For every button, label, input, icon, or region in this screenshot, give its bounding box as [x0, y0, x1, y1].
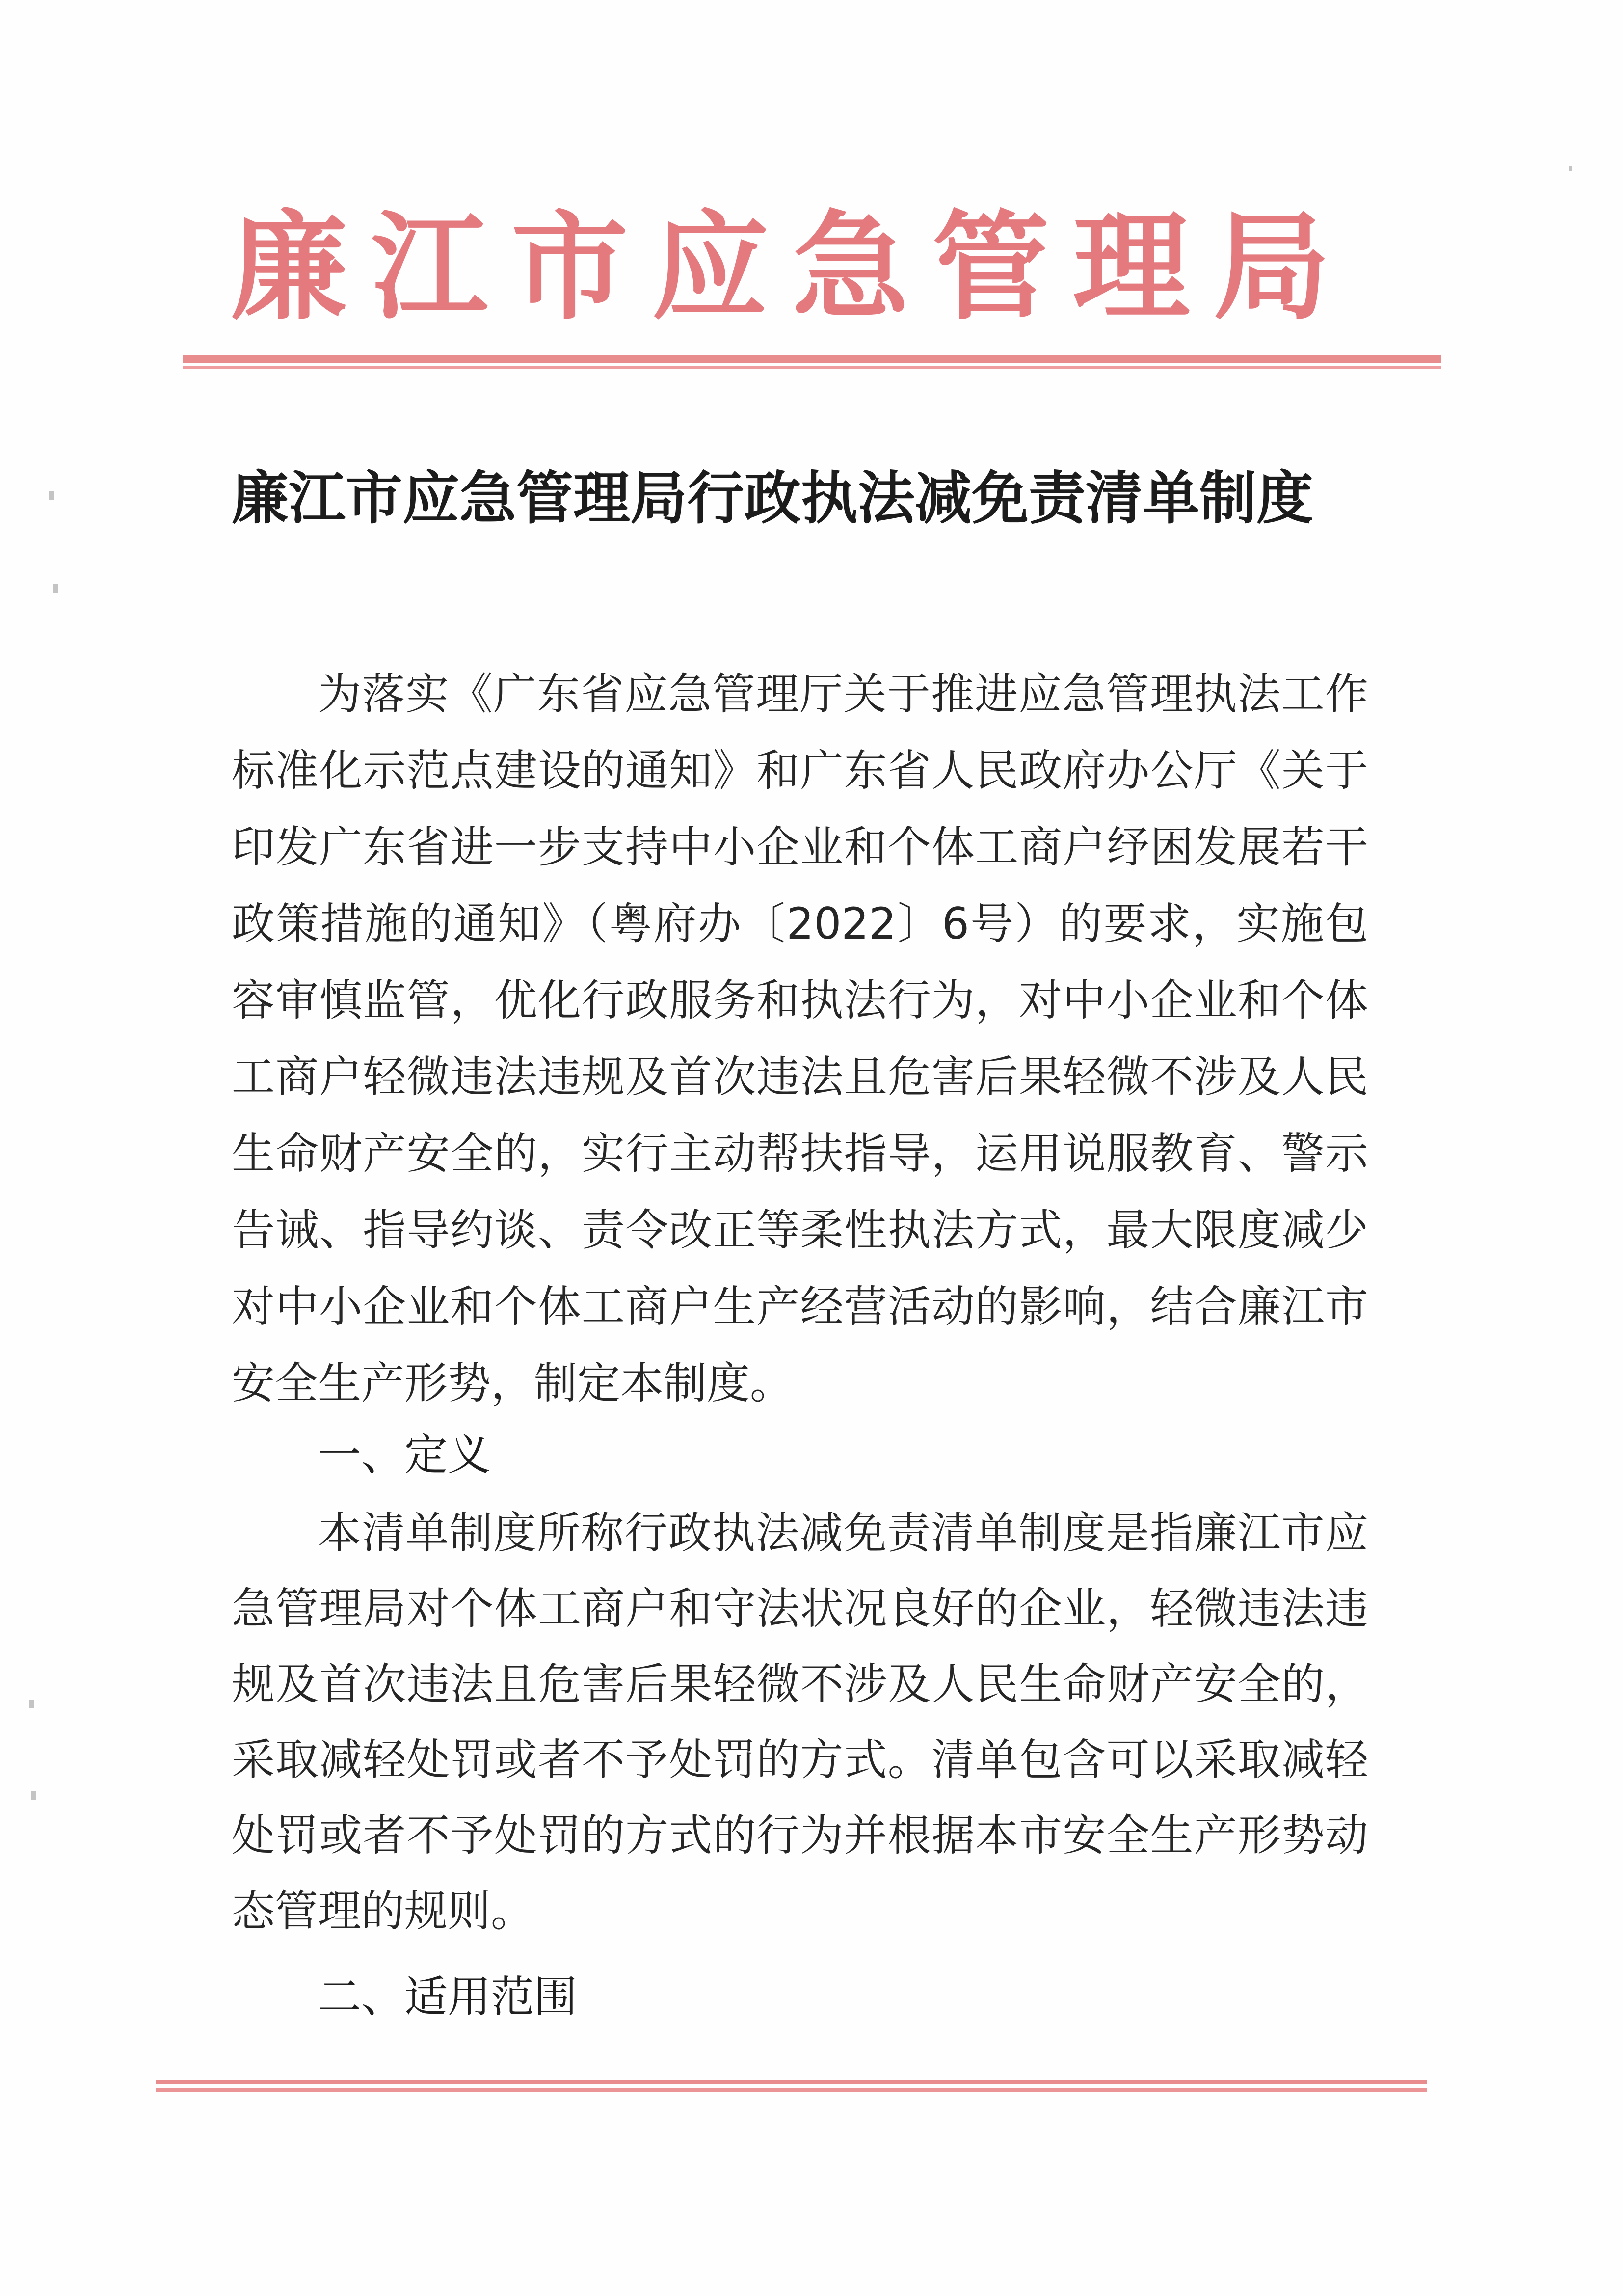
document-title: 廉江市应急管理局行政执法减免责清单制度 — [232, 465, 1313, 532]
masthead-char: 廉 — [231, 199, 347, 336]
masthead-char: 理 — [1073, 199, 1190, 336]
scan-mark — [1569, 166, 1572, 171]
footer-divider-lower — [156, 2088, 1427, 2092]
scan-mark — [29, 1700, 34, 1708]
section-heading-definition: 一、定义 — [318, 1430, 491, 1480]
masthead-title — [231, 194, 1330, 341]
masthead-char: 局 — [1213, 199, 1330, 336]
masthead-char: 急 — [792, 199, 909, 336]
masthead-char: 应 — [652, 199, 769, 336]
masthead-char: 市 — [511, 199, 628, 336]
masthead-char: 管 — [932, 199, 1049, 336]
scan-mark — [53, 584, 58, 593]
paragraph-definition: 本清单制度所称行政执法减免责清单制度是指廉江市应急管理局对个体工商户和守法状况良好的企业，轻微违法违规及首次违法且危害后果轻微不涉及人民生命财产安全的，采取减轻处罚或者不予处罚的方式。清单包含可以采取减轻处罚或者不予处罚的方式的行为并根据本市安全生产形势动态管理的规则。 — [232, 1508, 1368, 1936]
paragraph-preamble: 为落实《广东省应急管理厅关于推进应急管理执法工作标准化示范点建设的通知》和广东省人民政府办公厅《关于印发广东省进一步支持中小企业和个体工商户纾困发展若干政策措施的通知》（粤府办〔2022〕6号）的要求，实施包容审慎监管，优化行政服务和执法行为，对中小企业和个体工商户轻微违法违规及首次违法且危害后果轻微不涉及人民生命财产安全的，实行主动帮扶指导，运用说服教育、警示告诫、指导约谈、责令改正等柔性执法方式，最大限度减少对中小企业和个体工商户生产经营活动的影响，结合廉江市安全生产形势，制定本制度。 — [232, 669, 1368, 1408]
footer-divider-upper — [156, 2080, 1427, 2084]
section-heading-scope: 二、适用范围 — [318, 1972, 578, 2022]
scan-mark — [49, 491, 54, 500]
masthead-divider-thick — [183, 355, 1441, 363]
masthead-divider-thin — [183, 366, 1441, 369]
masthead-char: 江 — [371, 199, 488, 336]
scan-mark — [31, 1791, 36, 1800]
